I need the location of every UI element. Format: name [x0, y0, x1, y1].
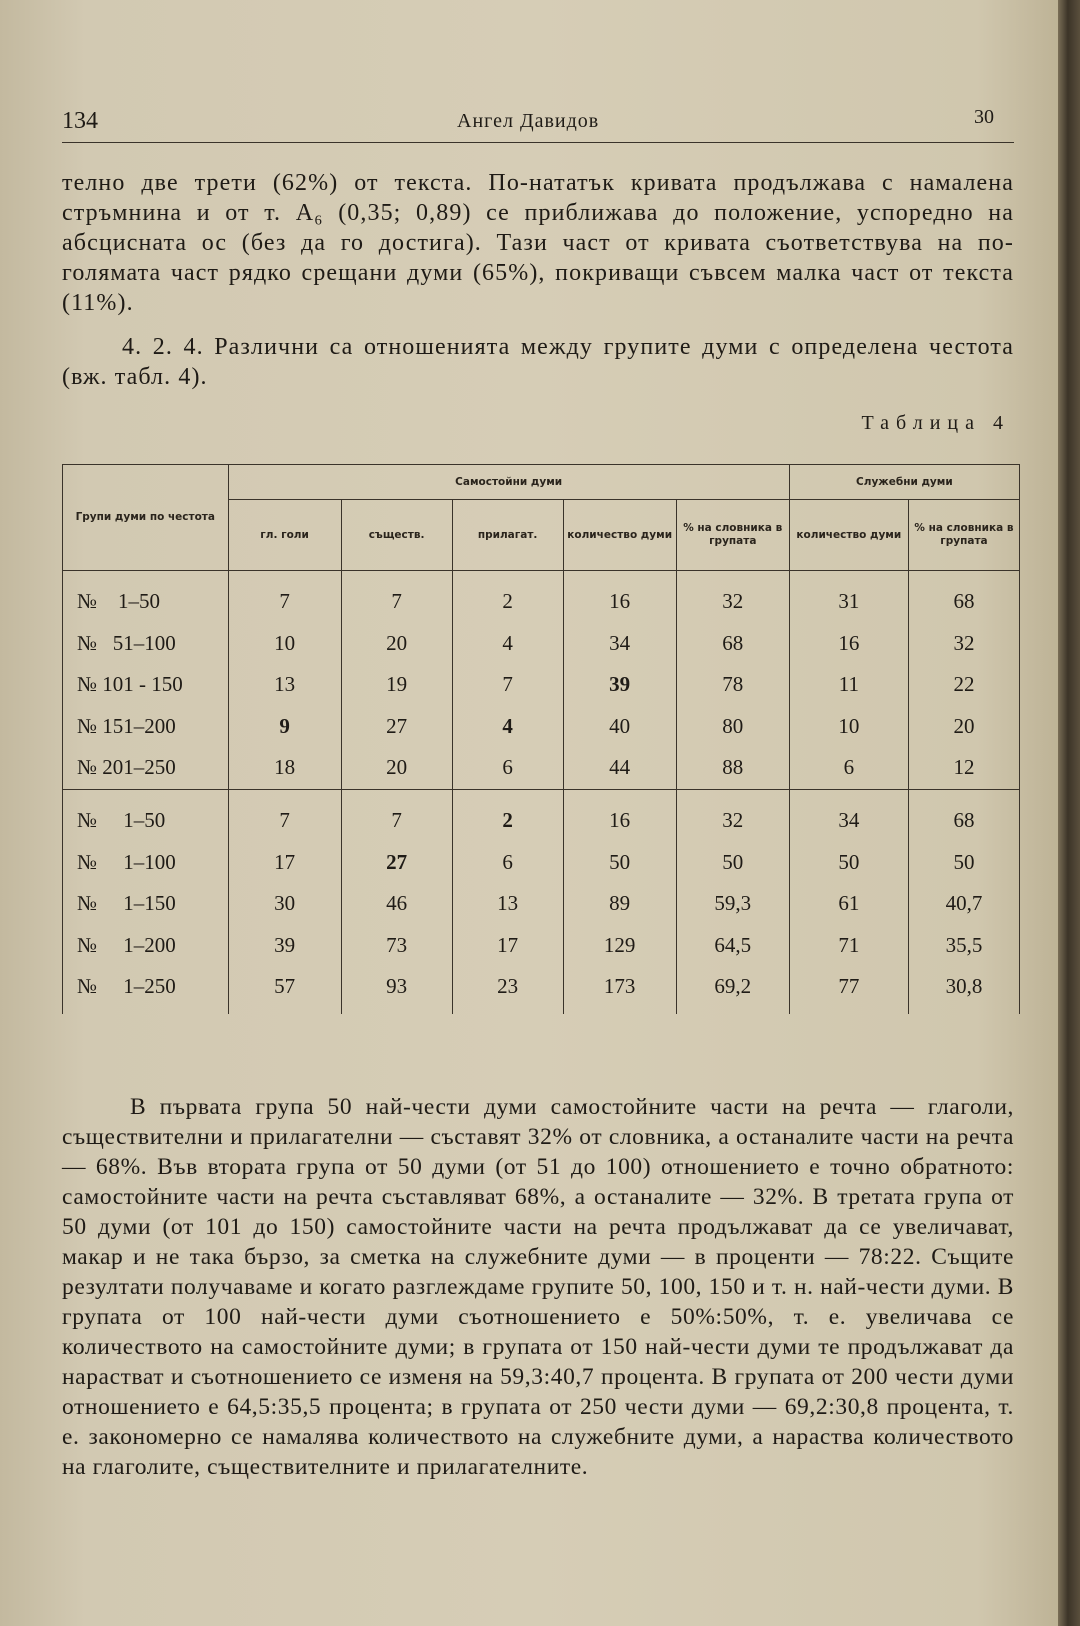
cell-count: 50 — [563, 842, 676, 884]
frequency-table — [62, 464, 1020, 1014]
cell-service-count: 31 — [789, 581, 908, 623]
cell-percent: 68 — [676, 623, 789, 665]
cell-count: 39 — [563, 664, 676, 706]
cell-nouns: 19 — [341, 664, 452, 706]
cell-nouns: 27 — [341, 706, 452, 748]
table-row — [63, 623, 1020, 665]
cell-service-percent: 40,7 — [908, 883, 1019, 925]
cell-service-count: 71 — [789, 925, 908, 967]
cell-nouns: 46 — [341, 883, 452, 925]
cell-service-count: 77 — [789, 966, 908, 1014]
header-nouns: съществ. — [341, 500, 452, 571]
cell-service-count: 6 — [789, 747, 908, 789]
author-name: Ангел Давидов — [457, 110, 600, 132]
cell-adjectives: 17 — [452, 925, 563, 967]
cell-count: 16 — [563, 581, 676, 623]
cell-group: № 1–100 — [63, 842, 229, 884]
cell-percent: 50 — [676, 842, 789, 884]
cell-adjectives: 2 — [452, 581, 563, 623]
cell-service-count: 50 — [789, 842, 908, 884]
table-row — [63, 842, 1020, 884]
cell-percent: 78 — [676, 664, 789, 706]
cell-group: № 1–250 — [63, 966, 229, 1014]
header-service-count: количество думи — [789, 500, 908, 571]
cell-percent: 80 — [676, 706, 789, 748]
cell-adjectives: 4 — [452, 706, 563, 748]
cell-percent: 88 — [676, 747, 789, 789]
table-row — [63, 925, 1020, 967]
cell-group: № 1–50 — [63, 581, 229, 623]
cell-percent: 32 — [676, 581, 789, 623]
cell-count: 40 — [563, 706, 676, 748]
cell-count: 89 — [563, 883, 676, 925]
table-row — [63, 664, 1020, 706]
cell-group: № 1–150 — [63, 883, 229, 925]
cell-service-percent: 50 — [908, 842, 1019, 884]
cell-verbs: 9 — [228, 706, 341, 748]
cell-group: № 201–250 — [63, 747, 229, 789]
table-row — [63, 883, 1020, 925]
cell-count: 34 — [563, 623, 676, 665]
header-independent-percent: % на словника в групата — [676, 500, 789, 571]
cell-verbs: 13 — [228, 664, 341, 706]
cell-service-count: 34 — [789, 800, 908, 842]
cell-verbs: 30 — [228, 883, 341, 925]
cell-verbs: 39 — [228, 925, 341, 967]
cell-percent: 59,3 — [676, 883, 789, 925]
cell-group: № 1–50 — [63, 800, 229, 842]
cell-count: 173 — [563, 966, 676, 1014]
cell-service-count: 10 — [789, 706, 908, 748]
cell-percent: 69,2 — [676, 966, 789, 1014]
paragraph-analysis: В първата група 50 най-чести думи самостойните части на речта — глаголи, съществителни и прилагателни — съставят 32% от словника, а останалите части на речта — 68%. Във втората група от 50 думи (от 51 до 100) отношението е точно обратното: самостойните части на речта съставляват 68%, а останалите — 32%. В третата група от 50 думи (от 101 до 150) самостойните части на речта продължават да се увеличават, макар и не така бързо, за сметка на служебните думи — в проценти — 78:22. Същите резултати получаваме и когато разглеждаме групите 50, 100, 150 и т. н. най-чести думи. В групата от 100 най-чести думи съотношението е 50%:50%, т. е. увеличава се количеството на самостойните думи; в групата от 150 най-чести думи те продължават да нарастват и съотношението се изменя на 59,3:40,7 процента. В групата от 200 чести думи отношението е 64,5:35,5 процента; в групата от 250 чести думи — 69,2:30,8 процента, т. е. закономерно се намалява количеството на служебните думи, а нараства количеството на глаголите, съществителните и прилагателните. — [62, 1094, 1014, 1480]
header-independent-count: количество думи — [563, 500, 676, 571]
cell-group: № 101 - 150 — [63, 664, 229, 706]
page-number: 134 — [62, 108, 98, 134]
cell-service-percent: 35,5 — [908, 925, 1019, 967]
cell-verbs: 7 — [228, 800, 341, 842]
table-label: Таблица 4 — [861, 412, 1010, 434]
cell-count: 129 — [563, 925, 676, 967]
cell-adjectives: 6 — [452, 842, 563, 884]
running-header — [62, 104, 1014, 143]
cell-percent: 32 — [676, 800, 789, 842]
cell-nouns: 20 — [341, 623, 452, 665]
cell-nouns: 93 — [341, 966, 452, 1014]
cell-nouns: 20 — [341, 747, 452, 789]
table-row — [63, 800, 1020, 842]
cell-service-percent: 20 — [908, 706, 1019, 748]
paragraph-section-4-2-4: 4. 2. 4. Различни са отношенията между групите думи с определена честота (вж. табл. 4). — [62, 334, 1014, 390]
cell-nouns: 73 — [341, 925, 452, 967]
header-independent-words: Самостойни думи — [228, 465, 789, 500]
table-row — [63, 966, 1020, 1014]
cell-nouns: 7 — [341, 800, 452, 842]
table-row — [63, 747, 1020, 789]
cell-service-count: 16 — [789, 623, 908, 665]
cell-adjectives: 4 — [452, 623, 563, 665]
cell-service-count: 61 — [789, 883, 908, 925]
cell-service-percent: 32 — [908, 623, 1019, 665]
cell-group: № 51–100 — [63, 623, 229, 665]
header-verbs: гл. голи — [228, 500, 341, 571]
cell-service-percent: 30,8 — [908, 966, 1019, 1014]
header-service-words: Служебни думи — [789, 465, 1019, 500]
cell-verbs: 57 — [228, 966, 341, 1014]
table-row — [63, 581, 1020, 623]
header-group: Групи думи по честота — [63, 465, 229, 571]
cell-adjectives: 23 — [452, 966, 563, 1014]
cell-group: № 151–200 — [63, 706, 229, 748]
cell-verbs: 18 — [228, 747, 341, 789]
cell-service-count: 11 — [789, 664, 908, 706]
cell-nouns: 27 — [341, 842, 452, 884]
header-adjectives: прилагат. — [452, 500, 563, 571]
cell-adjectives: 6 — [452, 747, 563, 789]
table-row — [63, 706, 1020, 748]
book-spine — [1058, 0, 1080, 1626]
cell-verbs: 7 — [228, 581, 341, 623]
cell-service-percent: 68 — [908, 800, 1019, 842]
signature-mark: 30 — [974, 106, 994, 128]
cell-service-percent: 68 — [908, 581, 1019, 623]
cell-adjectives: 7 — [452, 664, 563, 706]
cell-percent: 64,5 — [676, 925, 789, 967]
cell-adjectives: 2 — [452, 800, 563, 842]
cell-verbs: 10 — [228, 623, 341, 665]
cell-service-percent: 22 — [908, 664, 1019, 706]
cell-verbs: 17 — [228, 842, 341, 884]
cell-count: 44 — [563, 747, 676, 789]
cell-adjectives: 13 — [452, 883, 563, 925]
cell-nouns: 7 — [341, 581, 452, 623]
header-service-percent: % на словника в групата — [908, 500, 1019, 571]
cell-service-percent: 12 — [908, 747, 1019, 789]
cell-group: № 1–200 — [63, 925, 229, 967]
cell-count: 16 — [563, 800, 676, 842]
paragraph-continuation: телно две трети (62%) от текста. По-нататък кривата продължава с намалена стръмнина и от т. А₆ (0,35; 0,89) се приближава до положение, успоредно на абсцисната ос (без да го достига). Тази част от кривата съответствува на по-голямата част рядко срещани думи (65%), покриващи съвсем малка част от текста (11%). — [62, 170, 1014, 316]
